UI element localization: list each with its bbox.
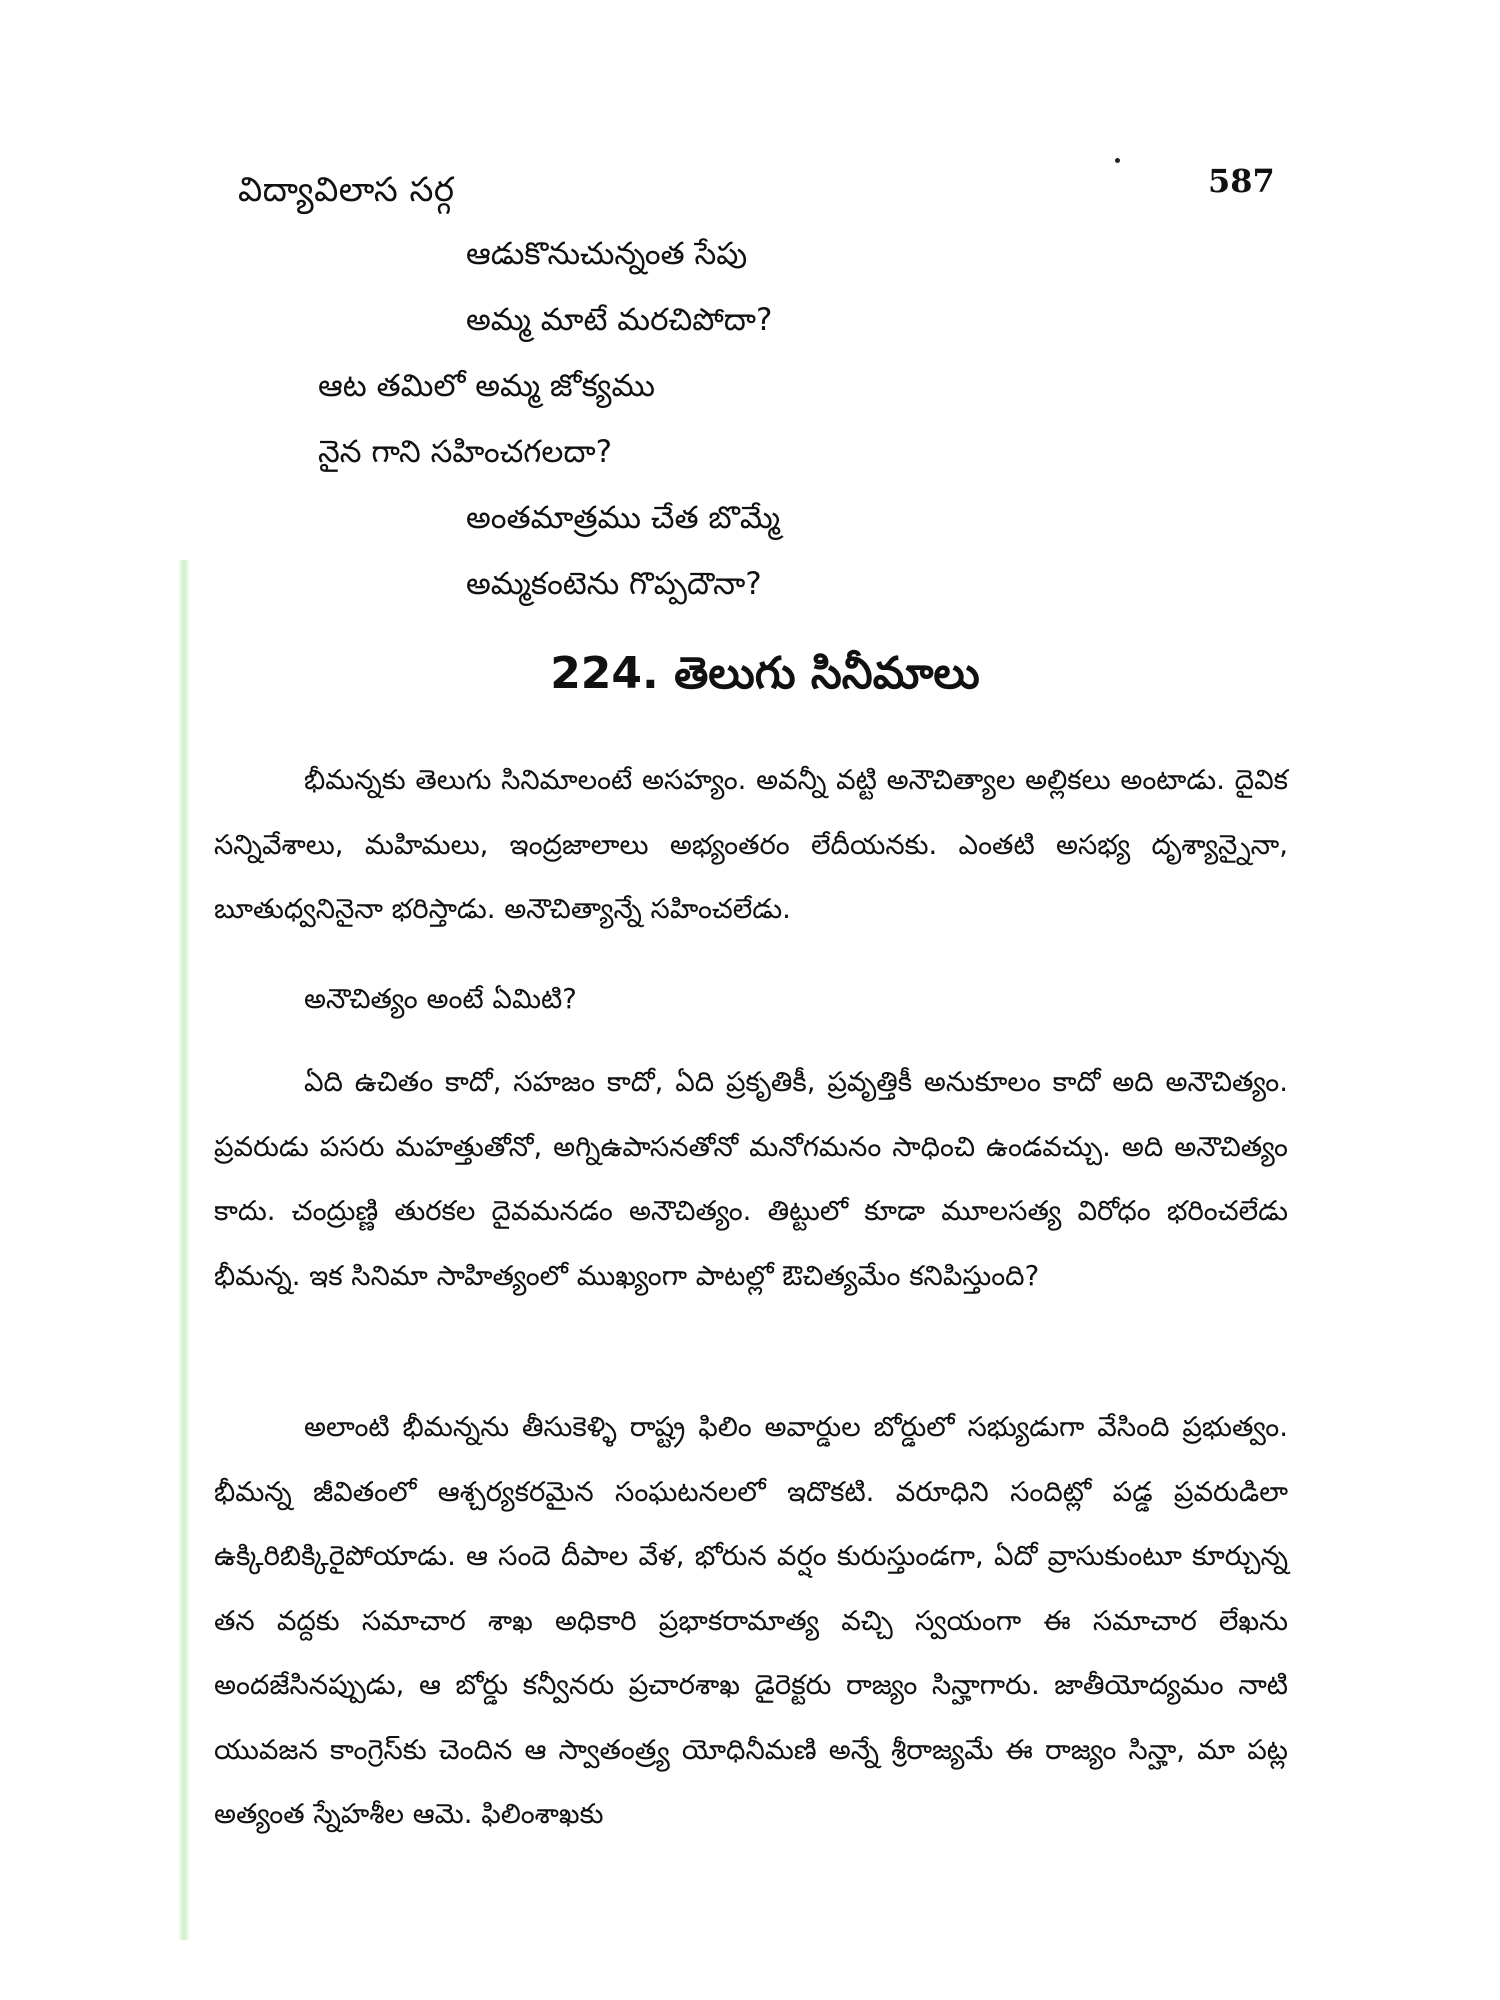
paragraph-text: భీమన్నకు తెలుగు సినిమాలంటే అసహ్యం. అవన్నీ వట్టి అనౌచిత్యాల అల్లికలు అంటాడు. దైవిక సన్నివేశాలు, మహిమలు, ఇంద్రజాలాలు అభ్యంతరం లేదీయనకు. ఎంతటి అసభ్య దృశ్యాన్నైనా, బూతుధ్వనినైనా భరిస్తాడు. అనౌచిత్యాన్నే సహించలేడు. <box>214 764 1288 925</box>
verse-line: అంతమాత్రము చేత బొమ్మే <box>466 500 780 536</box>
verse-line: అమ్మకంటెను గొప్పదౌనా? <box>466 566 762 602</box>
running-head: విద్యావిలాస సర్గ <box>238 170 455 210</box>
page-spine-shadow <box>178 560 190 1940</box>
verse-line: అమ్మ మాటే మరచిపోదా? <box>466 302 773 338</box>
paragraph-text: అలాంటి భీమన్నను తీసుకెళ్ళి రాష్ట్ర ఫిలిం అవార్డుల బోర్డులో సభ్యుడుగా వేసింది ప్రభుత్వం. భీమన్న జీవితంలో ఆశ్చర్యకరమైన సంఘటనలలో ఇదొకటి. వరూధిని సందిట్లో పడ్డ ప్రవరుడిలా ఉక్కిరిబిక్కిరైపోయాడు. ఆ సందె దీపాల వేళ, భోరున వర్షం కురుస్తుండగా, ఏదో వ్రాసుకుంటూ కూర్చున్న తన వద్దకు సమాచార శాఖ అధికారి ప్రభాకరామాత్య వచ్చి స్వయంగా ఈ సమాచార లేఖను అందజేసినప్పుడు, ఆ బోర్డు కన్వీనరు ప్రచారశాఖ డైరెక్టరు రాజ్యం సిన్హాగారు. జాతీయోద్యమం నాటి యువజన కాంగ్రెస్‌కు చెందిన ఆ స్వాతంత్ర్య యోధినీమణి అన్నే శ్రీరాజ్యమే ఈ రాజ్యం సిన్హా, మా పట్ల అత్యంత స్నేహశీల ఆమె. ఫిలింశాఖకు <box>214 1411 1288 1830</box>
ink-speck <box>1115 158 1120 163</box>
section-heading: 224. తెలుగు సినీమాలు <box>550 648 980 699</box>
paragraph-text: అనౌచిత్యం అంటే ఏమిటి? <box>304 983 577 1015</box>
verse-line: ఆట తమిలో అమ్మ జోక్యము <box>318 368 655 404</box>
verse-line: ఆడుకొనుచున్నంత సేపు <box>466 236 748 272</box>
page-number: 587 <box>1208 162 1275 200</box>
paragraph <box>214 1395 1288 1847</box>
paragraph <box>214 967 1288 1032</box>
paragraph <box>214 748 1288 942</box>
paragraph-text: ఏది ఉచితం కాదో, సహజం కాదో, ఏది ప్రకృతికీ, ప్రవృత్తికీ అనుకూలం కాదో అది అనౌచిత్యం. ప్రవరుడు పసరు మహత్తుతోనో, అగ్నిఉపాసనతోనో మనోగమనం సాధించి ఉండవచ్చు. అది అనౌచిత్యం కాదు. చంద్రుణ్ణి తురకల దైవమనడం అనౌచిత్యం. తిట్టులో కూడా మూలసత్య విరోధం భరించలేడు భీమన్న. ఇక సినిమా సాహిత్యంలో ముఖ్యంగా పాటల్లో ఔచిత్యమేం కనిపిస్తుంది? <box>214 1066 1288 1292</box>
paragraph <box>214 1050 1288 1308</box>
verse-line: నైన గాని సహించగలదా? <box>318 434 613 470</box>
